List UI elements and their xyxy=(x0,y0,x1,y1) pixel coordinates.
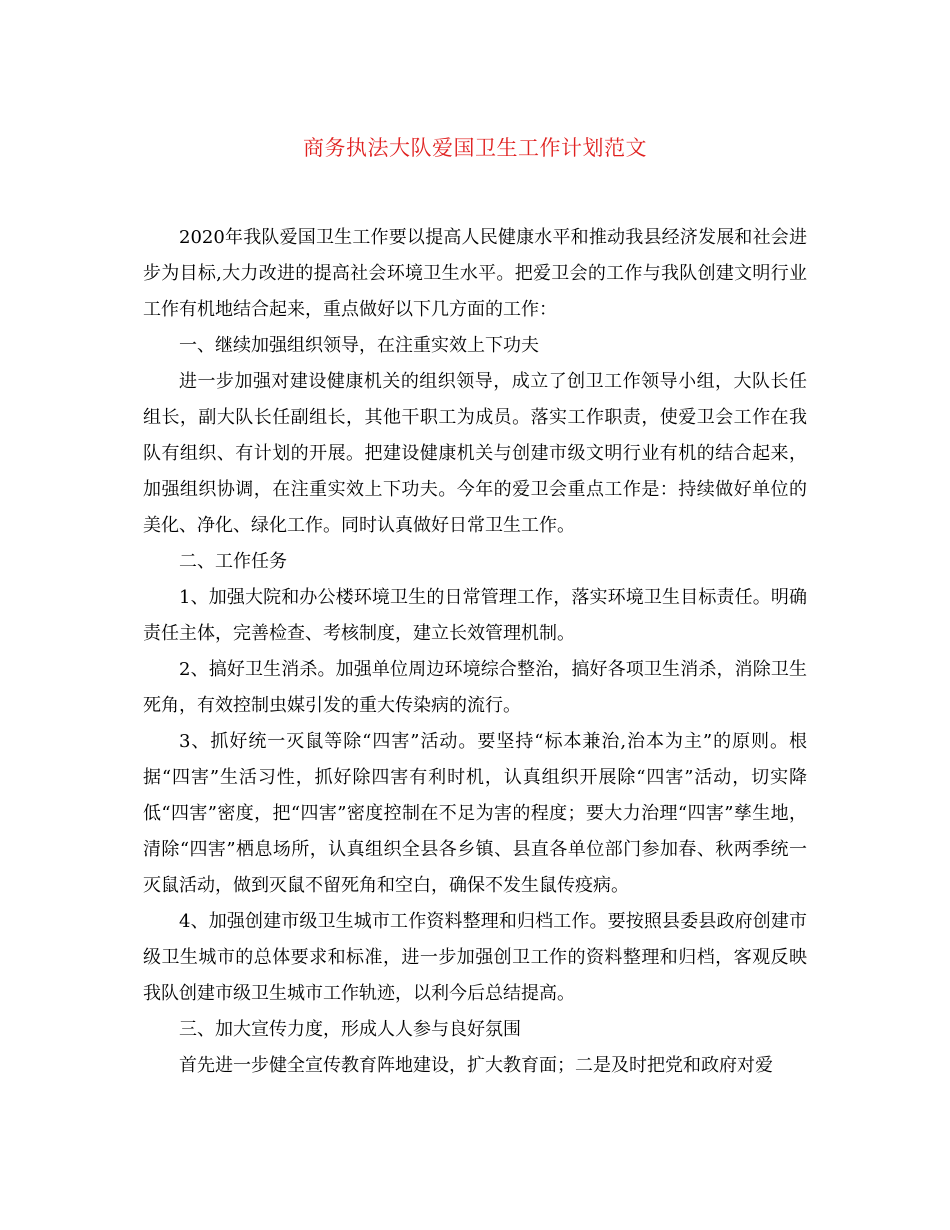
document-body xyxy=(143,220,807,1084)
paragraph-intro: 2020年我队爱国卫生工作要以提高人民健康水平和推动我县经济发展和社会进步为目标,大力改进的提高社会环境卫生水平。把爱卫会的工作与我队创建文明行业工作有机地结合起来，重点做好以下几方面的工作： xyxy=(143,227,807,320)
paragraph-section-1: 进一步加强对建设健康机关的组织领导，成立了创卫工作领导小组，大队长任组长，副大队长任副组长，其他干职工为成员。落实工作职责，使爱卫会工作在我队有组织、有计划的开展。把建设健康机关与创建市级文明行业有机的结合起来，加强组织协调，在注重实效上下功夫。今年的爱卫会重点工作是：持续做好单位的美化、净化、绿化工作。同时认真做好日常卫生工作。 xyxy=(143,371,807,536)
heading-section-1: 一、继续加强组织领导，在注重实效上下功夫 xyxy=(179,335,539,356)
heading-section-3: 三、加大宣传力度，形成人人参与良好氛围 xyxy=(179,1019,521,1040)
paragraph-section-3: 首先进一步健全宣传教育阵地建设，扩大教育面；二是及时把党和政府对爱 xyxy=(179,1055,773,1076)
document-title: 商务执法大队爱国卫生工作计划范文 xyxy=(303,136,647,160)
paragraph-task-4: 4、加强创建市级卫生城市工作资料整理和归档工作。要按照县委县政府创建市级卫生城市的总体要求和标准，进一步加强创卫工作的资料整理和归档，客观反映我队创建市级卫生城市工作轨迹，以利今后总结提高。 xyxy=(143,911,807,1004)
paragraph-task-2: 2、搞好卫生消杀。加强单位周边环境综合整治，搞好各项卫生消杀，消除卫生死角，有效控制虫媒引发的重大传染病的流行。 xyxy=(143,659,807,716)
paragraph-task-3: 3、抓好统一灭鼠等除“四害”活动。要坚持“标本兼治,治本为主”的原则。根据“四害”生活习性，抓好除四害有利时机，认真组织开展除“四害”活动，切实降低“四害”密度，把“四害”密度控制在不足为害的程度；要大力治理“四害”孳生地，清除“四害”栖息场所，认真组织全县各乡镇、县直各单位部门参加春、秋两季统一灭鼠活动，做到灭鼠不留死角和空白，确保不发生鼠传疫病。 xyxy=(143,731,807,896)
paragraph-task-1: 1、加强大院和办公楼环境卫生的日常管理工作，落实环境卫生目标责任。明确责任主体，完善检查、考核制度，建立长效管理机制。 xyxy=(143,587,807,644)
heading-section-2: 二、工作任务 xyxy=(179,551,287,572)
